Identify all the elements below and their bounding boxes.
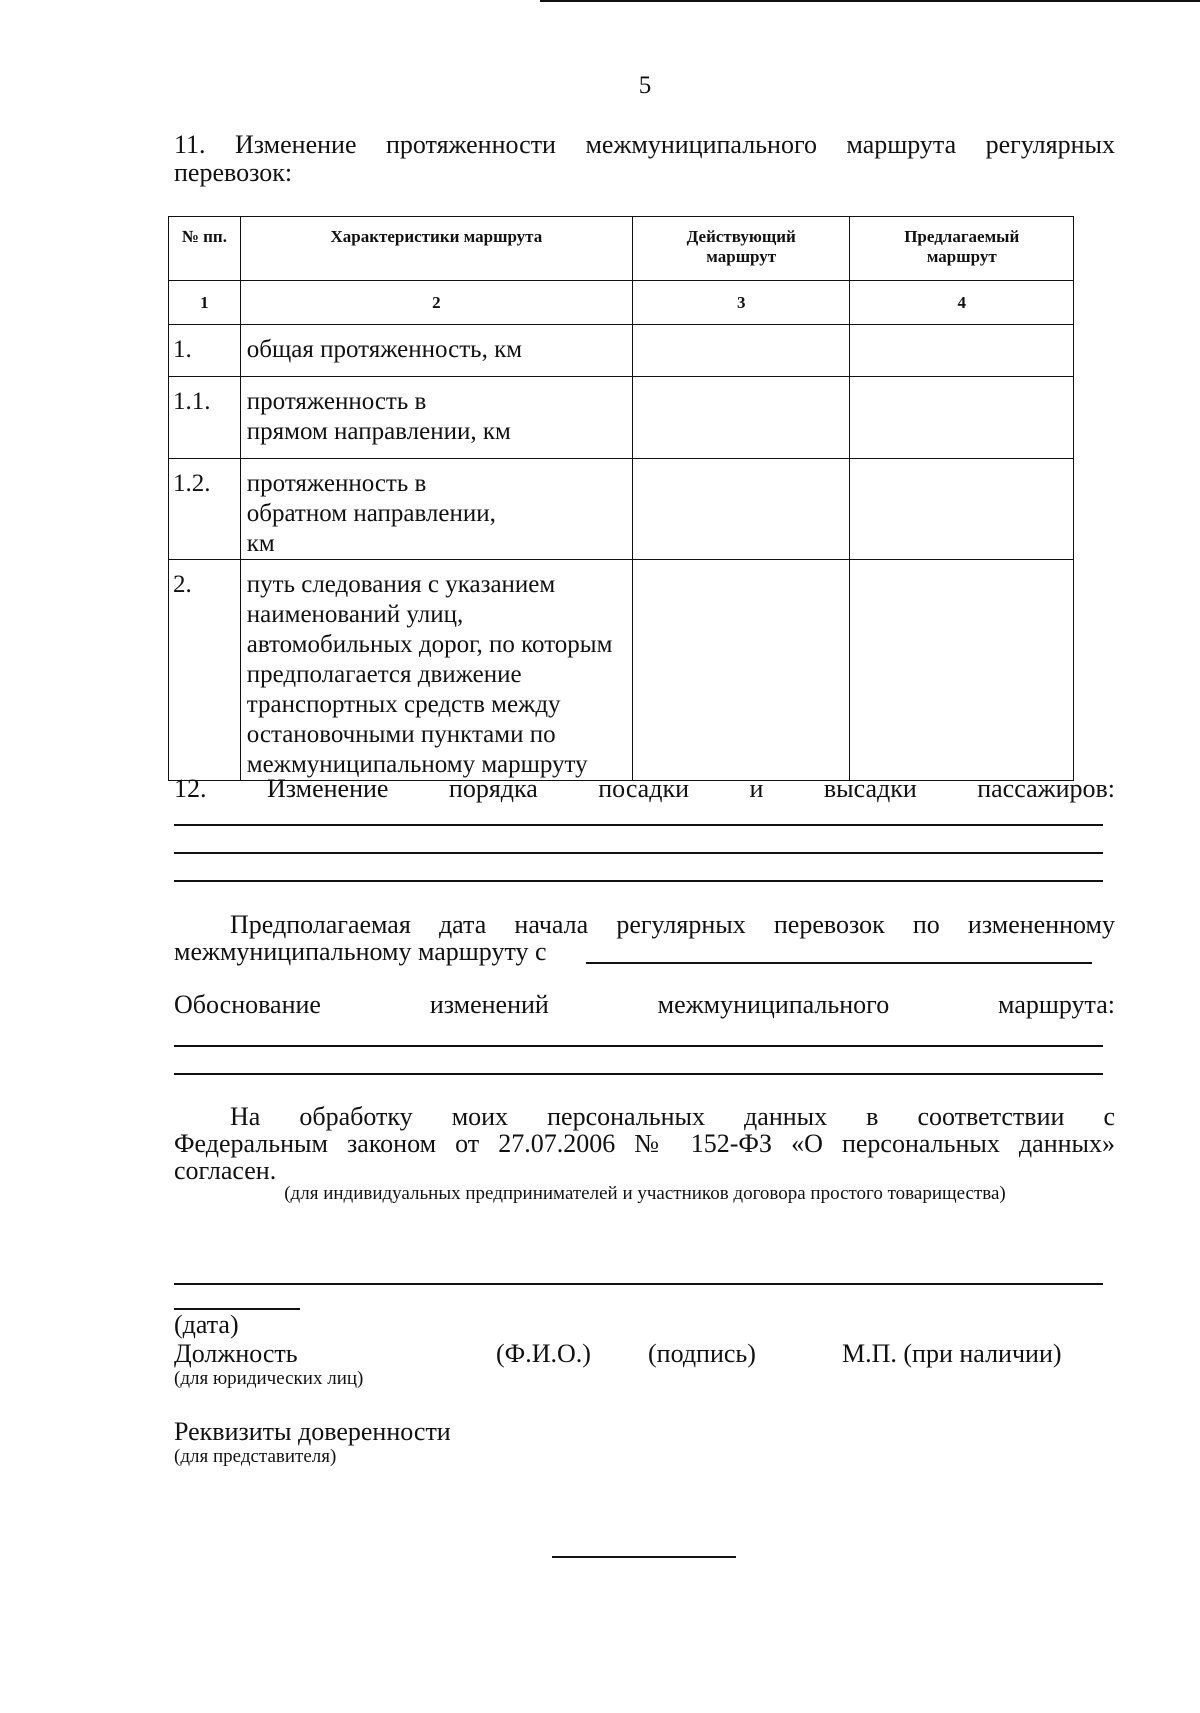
table-row [169, 325, 1074, 377]
row-current-value [632, 325, 850, 377]
date-label: (дата) [174, 1310, 239, 1339]
header-number: № пп. [169, 217, 241, 281]
consent-line1: На обработку моих персональных данных в соответствии с [230, 1102, 1115, 1131]
fio-label: (Ф.И.О.) [496, 1339, 591, 1368]
section-12-heading: 12. Изменение порядка посадки и высадки пассажиров: [174, 774, 1115, 803]
fill-in-line [174, 824, 1103, 826]
column-number: 3 [632, 281, 850, 325]
start-date-field-line [586, 962, 1092, 964]
justification-heading: Обоснование изменений межмуниципального маршрута: [174, 990, 1115, 1019]
position-label: Должность [174, 1339, 298, 1368]
row-number: 2. [169, 560, 241, 781]
column-number: 4 [850, 281, 1074, 325]
consent-line2: Федеральным законом от 27.07.2006 № 152-ФЗ «О персональных данных» [174, 1129, 1115, 1158]
power-of-attorney-note: (для представителя) [174, 1446, 337, 1467]
fill-in-line [174, 1045, 1103, 1047]
start-date-line2: межмуниципальному маршруту с [174, 937, 547, 966]
header-proposed-route: Предлагаемый маршрут [850, 217, 1074, 281]
row-characteristic: путь следования с указанием наименований улиц, автомобильных дорог, по которым предполагается движение транспортных средств между остановочными пунктами по межмуниципальному маршруту [240, 560, 632, 781]
header-current-route: Действующий маршрут [632, 217, 850, 281]
row-proposed-value [850, 325, 1074, 377]
row-proposed-value [850, 560, 1074, 781]
row-characteristic: общая протяженность, км [240, 325, 632, 377]
column-number: 2 [240, 281, 632, 325]
consent-note: (для индивидуальных предпринимателей и участников договора простого товарищества) [284, 1183, 1006, 1204]
section-11-heading-line2: перевозок: [174, 158, 293, 187]
signature-label: (подпись) [648, 1339, 756, 1368]
consent-line3: согласен. [174, 1156, 277, 1185]
row-proposed-value [850, 377, 1074, 459]
fill-in-line [174, 1073, 1103, 1075]
stamp-label: М.П. (при наличии) [842, 1339, 1062, 1368]
power-of-attorney-label: Реквизиты доверенности [174, 1417, 451, 1446]
row-characteristic: протяженность в обратном направлении, км [240, 459, 632, 560]
page-number: 5 [638, 72, 652, 99]
row-number: 1.1. [169, 377, 241, 459]
row-number: 1.2. [169, 459, 241, 560]
position-note: (для юридических лиц) [174, 1368, 364, 1389]
table-column-numbers-row [169, 281, 1074, 325]
start-date-line1: Предполагаемая дата начала регулярных перевозок по измененному [230, 910, 1115, 939]
section-11-heading-line1: 11. Изменение протяженности межмуниципального маршрута регулярных [174, 130, 1115, 159]
fill-in-line [174, 880, 1103, 882]
header-characteristics: Характеристики маршрута [240, 217, 632, 281]
row-current-value [632, 459, 850, 560]
column-number: 1 [169, 281, 241, 325]
top-edge-line [540, 0, 1200, 2]
route-length-table [168, 216, 1074, 781]
table-header-row [169, 217, 1074, 281]
row-proposed-value [850, 459, 1074, 560]
fill-in-line [174, 852, 1103, 854]
table-row [169, 560, 1074, 781]
table-row [169, 377, 1074, 459]
row-number: 1. [169, 325, 241, 377]
end-separator-line [552, 1556, 736, 1558]
row-current-value [632, 560, 850, 781]
signature-line [174, 1283, 1103, 1285]
table-row [169, 459, 1074, 560]
row-current-value [632, 377, 850, 459]
row-characteristic: протяженность в прямом направлении, км [240, 377, 632, 459]
